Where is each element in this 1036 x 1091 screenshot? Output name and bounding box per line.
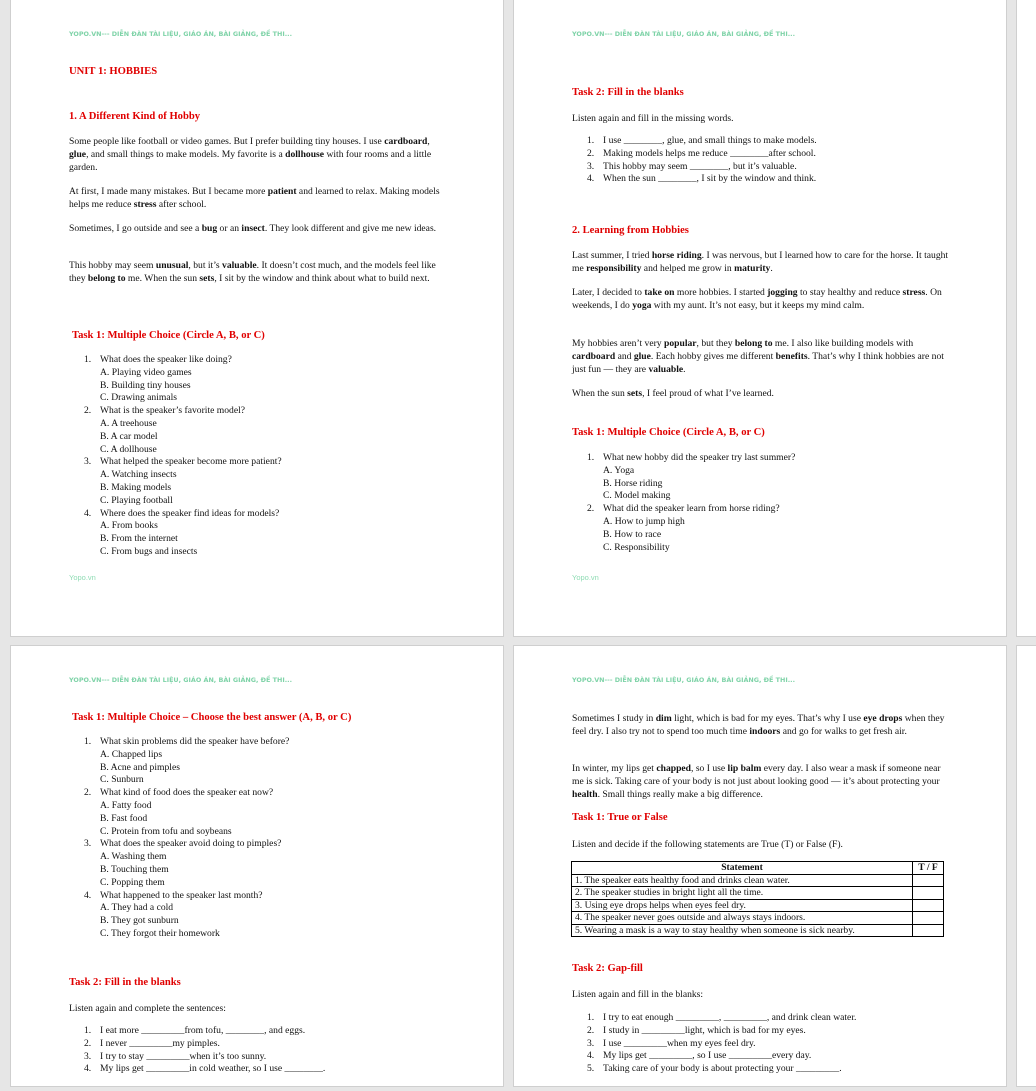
answer-option: A. They had a cold xyxy=(100,902,174,914)
item-number: 1. xyxy=(84,1025,92,1036)
question-number: 1. xyxy=(587,452,595,463)
item-text: I never _________my pimples. xyxy=(100,1037,220,1049)
item-number: 4. xyxy=(587,173,595,185)
text-run: with my aunt. It’s not easy, but it keeps my mind calm. xyxy=(651,300,865,311)
table-row xyxy=(572,887,944,900)
blank-item xyxy=(84,1063,474,1076)
paragraph xyxy=(572,249,952,275)
text-run: , and small things to make models. My favorite is a xyxy=(86,149,286,160)
keyword: eye drops xyxy=(863,713,903,724)
text-run: and helped me grow in xyxy=(641,263,735,274)
task-instructions: Listen again and fill in the missing words. xyxy=(572,113,734,124)
text-run: me. When the sun xyxy=(125,273,200,284)
text-run: . xyxy=(683,364,686,375)
answer-option: A. Washing them xyxy=(100,851,167,863)
page-header: YOPO.VN--- DIỄN ĐÀN TÀI LIỆU, GIÁO ÁN, BÀI GIẢNG, ĐỀ THI... xyxy=(572,676,795,684)
paragraph xyxy=(69,259,451,285)
paragraph xyxy=(572,762,954,801)
item-number: 3. xyxy=(587,160,595,172)
statement-cell: 4. The speaker never goes outside and always stays indoors. xyxy=(572,912,913,925)
item-text: Making models helps me reduce ________after school. xyxy=(603,147,816,159)
answer-option: A. Playing video games xyxy=(100,366,192,378)
blank-item xyxy=(587,135,977,148)
item-text: My lips get _________in cold weather, so I use ________. xyxy=(100,1063,326,1075)
section-title: 2. Learning from Hobbies xyxy=(572,225,689,236)
table-header-tf: T / F xyxy=(913,862,944,875)
keyword: glue xyxy=(633,351,651,362)
task-title: Task 1: True or False xyxy=(572,812,668,823)
keyword: chapped xyxy=(656,763,692,774)
document-page-1 xyxy=(11,0,503,636)
table-header-statement: Statement xyxy=(572,862,913,875)
answer-option: C. Protein from tofu and soybeans xyxy=(100,825,232,837)
text-run: Sometimes, I go outside and see a xyxy=(69,223,202,234)
keyword: lip balm xyxy=(727,763,762,774)
text-run: This hobby may seem xyxy=(69,260,156,271)
blank-item xyxy=(587,1050,987,1063)
question-number: 4. xyxy=(84,507,92,519)
answer-option: C. A dollhouse xyxy=(100,443,157,455)
question-item xyxy=(84,890,464,941)
question-text: What did the speaker learn from horse riding? xyxy=(603,503,780,515)
task-title: Task 1: Multiple Choice – Choose the best answer (A, B, or C) xyxy=(72,712,352,723)
text-run: me. I also like building models with xyxy=(772,338,914,349)
page-header: YOPO.VN--- DIỄN ĐÀN TÀI LIỆU, GIÁO ÁN, BÀI GIẢNG, ĐỀ THI... xyxy=(69,30,292,38)
task-title: Task 1: Multiple Choice (Circle A, B, or C) xyxy=(72,330,265,341)
text-run: My hobbies aren’t very xyxy=(572,338,665,349)
text-run: . On weekends, I do xyxy=(572,287,942,311)
question-text: What does the speaker like doing? xyxy=(100,354,232,365)
keyword: responsibility xyxy=(586,263,642,274)
task-title: Task 2: Fill in the blanks xyxy=(69,977,181,988)
answer-option: A. How to jump high xyxy=(603,515,685,527)
question-text: What does the speaker avoid doing to pimples? xyxy=(100,838,282,850)
question-item xyxy=(84,838,464,889)
blank-item xyxy=(84,1038,474,1051)
question-item xyxy=(84,354,464,405)
task-title: Task 1: Multiple Choice (Circle A, B, or C) xyxy=(572,427,765,438)
keyword: bug xyxy=(201,223,218,234)
answer-option: A. From books xyxy=(100,520,158,532)
answer-option: B. A car model xyxy=(100,430,158,442)
answer-option: B. How to race xyxy=(603,528,662,540)
keyword: benefits xyxy=(775,351,808,362)
answer-option: C. Drawing animals xyxy=(100,392,178,404)
text-run: . Small things really make a big difference. xyxy=(597,789,763,800)
answer-option: C. They forgot their homework xyxy=(100,927,220,939)
table-row xyxy=(572,899,944,912)
item-text: This hobby may seem ________, but it’s valuable. xyxy=(603,160,797,172)
item-text: I use _________when my eyes feel dry. xyxy=(603,1037,756,1049)
answer-option: A. Fatty food xyxy=(100,799,152,811)
question-text: What new hobby did the speaker try last summer? xyxy=(603,452,796,463)
question-number: 1. xyxy=(84,354,92,365)
paragraph xyxy=(69,135,451,174)
text-run: . That’s why I think hobbies are not just fun — they are xyxy=(572,351,944,375)
question-item xyxy=(84,787,464,838)
page-footer: Yopo.vn xyxy=(572,573,599,582)
answer-option: C. Model making xyxy=(603,490,671,502)
keyword: stress xyxy=(902,287,926,298)
keyword: popular xyxy=(664,338,697,349)
item-number: 4. xyxy=(587,1050,595,1062)
document-page-4 xyxy=(514,646,1006,1086)
question-number: 2. xyxy=(587,503,595,515)
blank-list xyxy=(587,135,977,186)
text-run: more hobbies. I started xyxy=(674,287,768,298)
blank-item xyxy=(587,1012,987,1025)
item-text: I try to eat enough _________, _________, and drink clean water. xyxy=(603,1012,857,1023)
item-number: 2. xyxy=(587,1024,595,1036)
item-text: My lips get _________, so I use _________every day. xyxy=(603,1050,812,1062)
question-item xyxy=(587,503,967,554)
answer-option: B. Acne and pimples xyxy=(100,761,180,773)
question-item xyxy=(84,456,464,507)
task-instructions: Listen again and complete the sentences: xyxy=(69,1003,226,1014)
keyword: horse riding xyxy=(651,250,702,261)
item-number: 3. xyxy=(84,1050,92,1062)
document-page-3 xyxy=(11,646,503,1086)
answer-cell[interactable] xyxy=(913,874,944,887)
blank-list xyxy=(587,1012,987,1076)
task-title: Task 2: Fill in the blanks xyxy=(572,87,684,98)
keyword: unusual xyxy=(155,260,189,271)
table-row xyxy=(572,874,944,887)
answer-option: A. Watching insects xyxy=(100,469,177,481)
question-text: What is the speaker’s favorite model? xyxy=(100,405,246,417)
question-text: What kind of food does the speaker eat now? xyxy=(100,787,274,799)
answer-cell[interactable] xyxy=(913,899,944,912)
keyword: stress xyxy=(133,199,157,210)
text-run: , I sit by the window and think about what to build next. xyxy=(214,273,430,284)
text-run: every day. I also wear a mask if someone near me is sick. Taking care of your body is not just about looking good — it’s about protecting your xyxy=(572,763,941,787)
keyword: indoors xyxy=(749,726,781,737)
page-header: YOPO.VN--- DIỄN ĐÀN TÀI LIỆU, GIÁO ÁN, BÀI GIẢNG, ĐỀ THI... xyxy=(69,676,292,684)
document-page-2 xyxy=(514,0,1006,636)
text-run: . xyxy=(770,263,773,274)
answer-option: C. Responsibility xyxy=(603,541,670,553)
blank-list xyxy=(84,1025,474,1076)
item-text: I study in _________light, which is bad for my eyes. xyxy=(603,1024,806,1036)
text-run: or an xyxy=(217,223,242,234)
statement-cell: 3. Using eye drops helps when eyes feel dry. xyxy=(572,899,913,912)
item-number: 1. xyxy=(587,1012,595,1023)
keyword: health xyxy=(572,789,598,800)
page-footer: Yopo.vn xyxy=(69,573,96,582)
statement-cell: 5. Wearing a mask is a way to stay healthy when someone is sick nearby. xyxy=(572,924,913,937)
item-text: I use ________, glue, and small things to make models. xyxy=(603,135,817,146)
text-run: , xyxy=(427,136,430,147)
item-number: 2. xyxy=(587,147,595,159)
text-run: with four rooms and a little garden. xyxy=(69,149,432,173)
answer-option: C. Sunburn xyxy=(100,774,144,786)
text-run: and go for walks to get fresh air. xyxy=(780,726,907,737)
question-item xyxy=(587,452,967,503)
keyword: maturity xyxy=(734,263,771,274)
answer-option: B. Making models xyxy=(100,481,172,493)
keyword: valuable xyxy=(648,364,684,375)
keyword: insect xyxy=(241,223,265,234)
answer-option: C. Playing football xyxy=(100,494,173,506)
text-run: when they feel dry. I also try not to spend too much time xyxy=(572,713,945,737)
blank-item xyxy=(587,1025,987,1038)
keyword: valuable xyxy=(222,260,257,271)
keyword: sets xyxy=(627,388,643,399)
question-number: 1. xyxy=(84,736,92,747)
answer-cell[interactable] xyxy=(913,887,944,900)
unit-title: UNIT 1: HOBBIES xyxy=(69,66,158,77)
item-number: 2. xyxy=(84,1037,92,1049)
item-text: I eat more _________from tofu, ________, and eggs. xyxy=(100,1025,306,1036)
question-item xyxy=(84,405,464,456)
keyword: belong to xyxy=(87,273,126,284)
blank-item xyxy=(587,1038,987,1051)
blank-item xyxy=(587,161,977,174)
answer-cell[interactable] xyxy=(913,924,944,937)
text-run: . Each hobby gives me different xyxy=(650,351,776,362)
paragraph xyxy=(572,286,952,312)
paragraph xyxy=(69,185,451,211)
task-instructions: Listen and decide if the following statements are True (T) or False (F). xyxy=(572,839,843,850)
text-run: and learned to relax. Making models helps me reduce xyxy=(69,186,440,210)
next-page-edge xyxy=(1017,0,1036,636)
keyword: take on xyxy=(644,287,675,298)
question-list xyxy=(587,452,967,554)
question-text: What happened to the speaker last month? xyxy=(100,889,263,901)
blank-item xyxy=(587,148,977,161)
question-text: What helped the speaker become more patient? xyxy=(100,456,282,468)
answer-option: A. Yoga xyxy=(603,464,635,476)
text-run: At first, I made many mistakes. But I became more xyxy=(69,186,268,197)
text-run: When the sun xyxy=(572,388,628,399)
keyword: dim xyxy=(655,713,672,724)
answer-option: A. A treehouse xyxy=(100,417,157,429)
answer-option: B. Fast food xyxy=(100,812,148,824)
section-title: 1. A Different Kind of Hobby xyxy=(69,111,201,122)
item-number: 5. xyxy=(587,1063,595,1075)
answer-option: B. They got sunburn xyxy=(100,915,179,927)
question-number: 2. xyxy=(84,787,92,799)
text-run: . It doesn’t cost much, and the models feel like they xyxy=(69,260,436,284)
statement-cell: 1. The speaker eats healthy food and drinks clean water. xyxy=(572,874,913,887)
question-list xyxy=(84,354,464,559)
answer-option: A. Chapped lips xyxy=(100,748,163,760)
keyword: sets xyxy=(199,273,215,284)
keyword: yoga xyxy=(632,300,652,311)
answer-cell[interactable] xyxy=(913,912,944,925)
table-row xyxy=(572,912,944,925)
text-run: to stay healthy and reduce xyxy=(797,287,903,298)
keyword: cardboard xyxy=(384,136,428,147)
answer-option: B. Touching them xyxy=(100,863,169,875)
text-run: . They look different and give me new ideas. xyxy=(264,223,437,234)
paragraph xyxy=(572,387,952,400)
answer-option: C. Popping them xyxy=(100,876,165,888)
question-item xyxy=(84,736,464,787)
text-run: and xyxy=(615,351,634,362)
text-run: after school. xyxy=(156,199,207,210)
task-instructions: Listen again and fill in the blanks: xyxy=(572,989,704,1000)
paragraph xyxy=(69,222,451,235)
question-number: 4. xyxy=(84,889,92,901)
question-number: 3. xyxy=(84,838,92,850)
question-item xyxy=(84,508,464,559)
keyword: belong to xyxy=(734,338,773,349)
answer-option: B. From the internet xyxy=(100,533,178,545)
text-run: Last summer, I tried xyxy=(572,250,652,261)
keyword: jogging xyxy=(767,287,798,298)
paragraph xyxy=(572,712,954,738)
answer-option: C. From bugs and insects xyxy=(100,545,198,557)
text-run: , but they xyxy=(696,338,735,349)
keyword: patient xyxy=(267,186,297,197)
text-run: . I was nervous, but I learned how to care for the horse. It taught me xyxy=(572,250,949,274)
question-number: 3. xyxy=(84,456,92,468)
paragraph xyxy=(572,337,952,376)
text-run: In winter, my lips get xyxy=(572,763,657,774)
answer-option: B. Horse riding xyxy=(603,477,663,489)
task-title: Task 2: Gap-fill xyxy=(572,963,643,974)
question-text: Where does the speaker find ideas for models? xyxy=(100,507,280,519)
item-number: 3. xyxy=(587,1037,595,1049)
text-run: Sometimes I study in xyxy=(572,713,656,724)
question-number: 2. xyxy=(84,405,92,417)
question-list xyxy=(84,736,464,941)
statement-cell: 2. The speaker studies in bright light all the time. xyxy=(572,887,913,900)
true-false-table xyxy=(571,861,944,937)
blank-item xyxy=(587,173,977,186)
keyword: glue xyxy=(69,149,87,160)
blank-item xyxy=(587,1063,987,1076)
item-text: When the sun ________, I sit by the window and think. xyxy=(603,173,817,185)
item-text: I try to stay _________when it’s too sunny. xyxy=(100,1050,267,1062)
text-run: Some people like football or video games. But I prefer building tiny houses. I use xyxy=(69,136,385,147)
next-page-edge xyxy=(1017,646,1036,1086)
item-number: 1. xyxy=(587,135,595,146)
text-run: , but it’s xyxy=(188,260,223,271)
item-number: 4. xyxy=(84,1063,92,1075)
blank-item xyxy=(84,1025,474,1038)
table-row xyxy=(572,924,944,937)
text-run: , so I use xyxy=(691,763,728,774)
item-text: Taking care of your body is about protecting your _________. xyxy=(603,1063,842,1075)
text-run: light, which is bad for my eyes. That’s why I use xyxy=(671,713,864,724)
blank-item xyxy=(84,1051,474,1064)
answer-option: B. Building tiny houses xyxy=(100,379,191,391)
keyword: cardboard xyxy=(572,351,616,362)
keyword: dollhouse xyxy=(285,149,325,160)
text-run: , I feel proud of what I’ve learned. xyxy=(642,388,774,399)
page-header: YOPO.VN--- DIỄN ĐÀN TÀI LIỆU, GIÁO ÁN, BÀI GIẢNG, ĐỀ THI... xyxy=(572,30,795,38)
text-run: Later, I decided to xyxy=(572,287,645,298)
question-text: What skin problems did the speaker have before? xyxy=(100,736,290,747)
